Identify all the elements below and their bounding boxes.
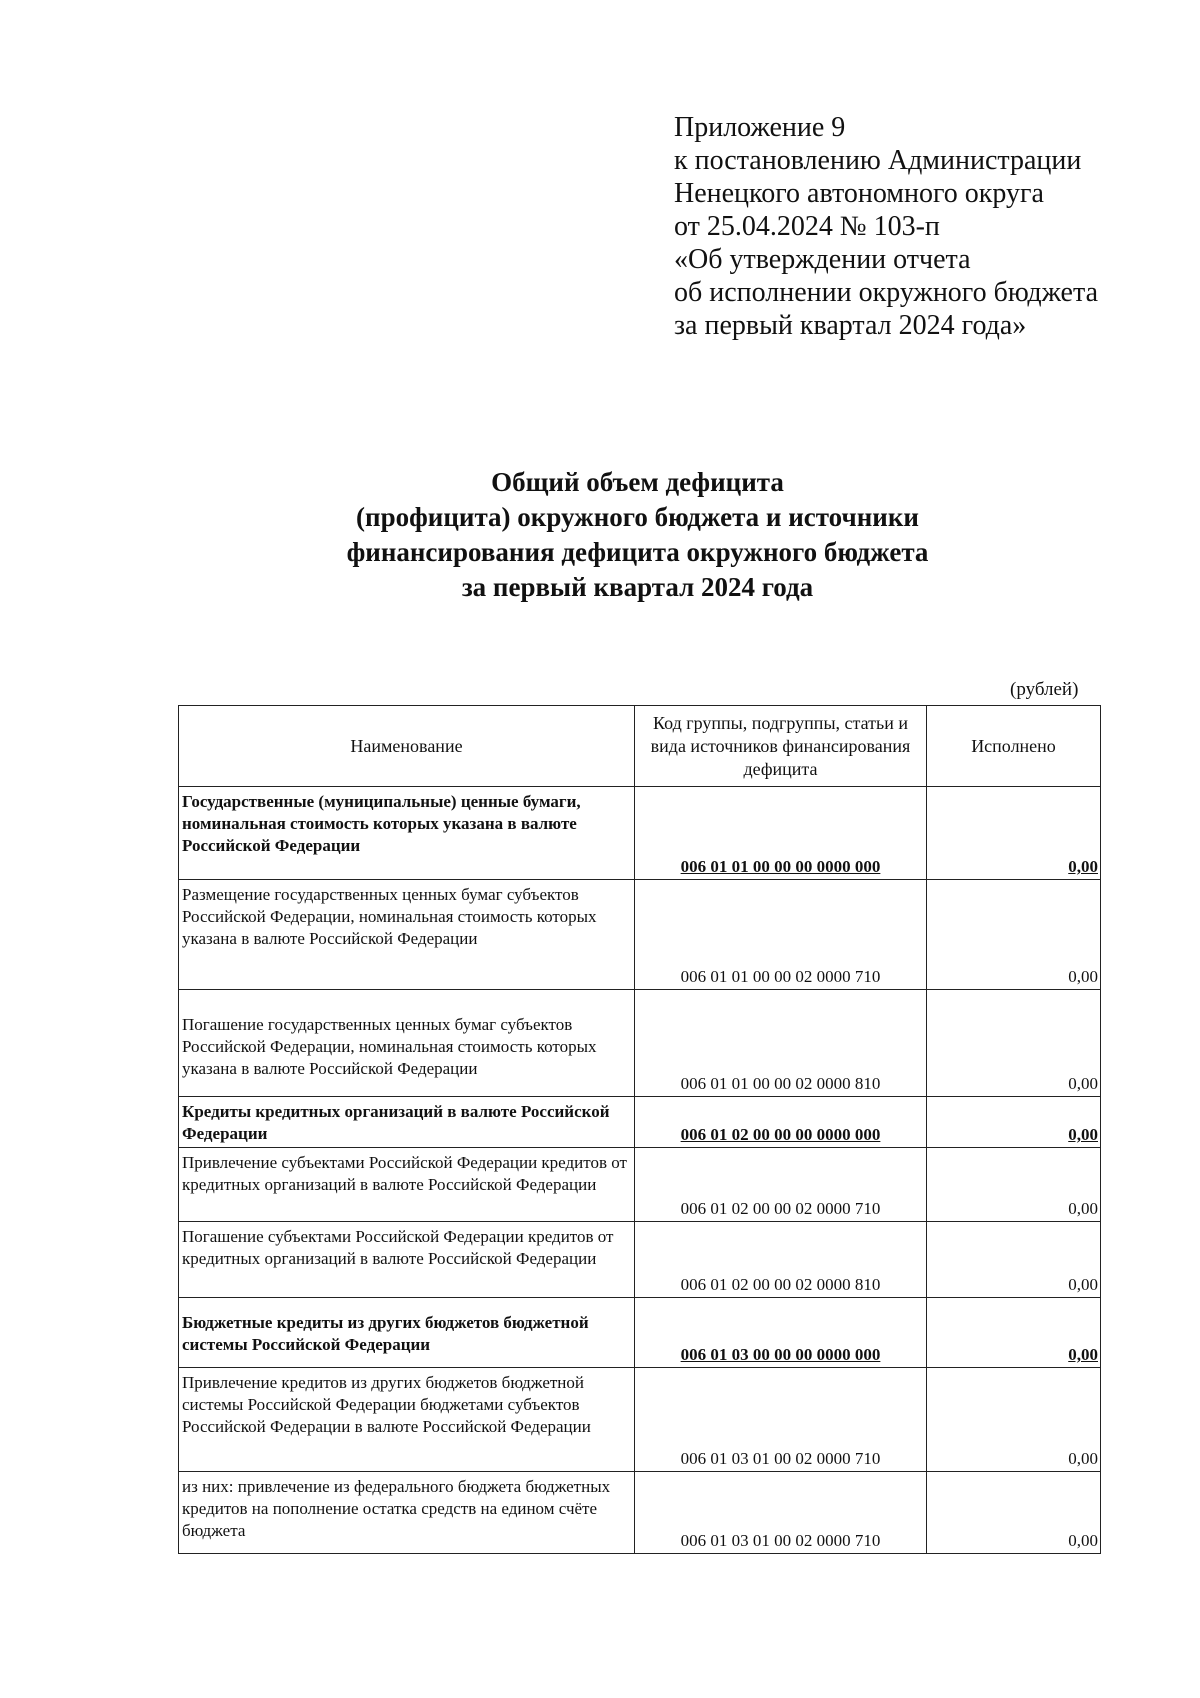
table-row bbox=[179, 990, 1101, 1097]
appendix-line: об исполнении окружного бюджета bbox=[674, 277, 1098, 308]
document-title bbox=[0, 465, 1200, 605]
table-row bbox=[179, 1097, 1101, 1148]
row-name: Бюджетные кредиты из других бюджетов бюджетной системы Российской Федерации bbox=[179, 1298, 635, 1368]
title-line: за первый квартал 2024 года bbox=[461, 572, 814, 602]
header-name: Наименование bbox=[179, 706, 635, 787]
row-code: 006 01 03 01 00 02 0000 710 bbox=[635, 1472, 927, 1554]
row-executed: 0,00 bbox=[927, 1148, 1101, 1222]
row-name: Погашение государственных ценных бумаг субъектов Российской Федерации, номинальная стоимость которых указана в валюте Российской Федерации bbox=[179, 990, 635, 1097]
table-row bbox=[179, 1472, 1101, 1554]
appendix-line: Приложение 9 bbox=[674, 112, 846, 143]
row-executed: 0,00 bbox=[927, 990, 1101, 1097]
title-line: финансирования дефицита окружного бюджета bbox=[346, 537, 929, 567]
table-row bbox=[179, 1148, 1101, 1222]
row-code: 006 01 02 00 00 02 0000 710 bbox=[635, 1148, 927, 1222]
row-executed: 0,00 bbox=[927, 1368, 1101, 1472]
row-code: 006 01 01 00 00 02 0000 810 bbox=[635, 990, 927, 1097]
appendix-line: Ненецкого автономного округа bbox=[674, 178, 1044, 209]
table-row bbox=[179, 880, 1101, 990]
row-executed: 0,00 bbox=[927, 787, 1101, 880]
title-line: (профицита) окружного бюджета и источники bbox=[356, 502, 919, 532]
row-name: Погашение субъектами Российской Федерации кредитов от кредитных организаций в валюте Российской Федерации bbox=[179, 1222, 635, 1298]
row-executed: 0,00 bbox=[927, 1097, 1101, 1148]
appendix-line: от 25.04.2024 № 103-п bbox=[674, 211, 940, 242]
row-code: 006 01 01 00 00 02 0000 710 bbox=[635, 880, 927, 990]
row-code: 006 01 03 00 00 00 0000 000 bbox=[635, 1298, 927, 1368]
title-line: Общий объем дефицита bbox=[491, 467, 784, 497]
table-header-row bbox=[179, 706, 1101, 787]
row-code: 006 01 02 00 00 02 0000 810 bbox=[635, 1222, 927, 1298]
row-code: 006 01 02 00 00 00 0000 000 bbox=[635, 1097, 927, 1148]
row-executed: 0,00 bbox=[927, 1298, 1101, 1368]
header-executed: Исполнено bbox=[927, 706, 1101, 787]
table-row bbox=[179, 1222, 1101, 1298]
appendix-block bbox=[674, 111, 1200, 342]
row-name: Государственные (муниципальные) ценные бумаги, номинальная стоимость которых указана в валюте Российской Федерации bbox=[179, 787, 635, 880]
table-row bbox=[179, 787, 1101, 880]
table-row bbox=[179, 1368, 1101, 1472]
row-executed: 0,00 bbox=[927, 1222, 1101, 1298]
row-executed: 0,00 bbox=[927, 880, 1101, 990]
appendix-line: «Об утверждении отчета bbox=[674, 244, 971, 275]
financing-sources-table bbox=[178, 705, 1101, 1554]
row-name: Привлечение кредитов из других бюджетов бюджетной системы Российской Федерации бюджетами субъектов Российской Федерации в валюте Российской Федерации bbox=[179, 1368, 635, 1472]
header-code: Код группы, подгруппы, статьи и вида источников финансирования дефицита bbox=[635, 706, 927, 787]
row-name: Размещение государственных ценных бумаг субъектов Российской Федерации, номинальная стоимость которых указана в валюте Российской Федерации bbox=[179, 880, 635, 990]
appendix-line: к постановлению Администрации bbox=[674, 145, 1082, 176]
units-label: (рублей) bbox=[1010, 679, 1079, 700]
row-name: Привлечение субъектами Российской Федерации кредитов от кредитных организаций в валюте Российской Федерации bbox=[179, 1148, 635, 1222]
row-executed: 0,00 bbox=[927, 1472, 1101, 1554]
row-code: 006 01 01 00 00 00 0000 000 bbox=[635, 787, 927, 880]
row-code: 006 01 03 01 00 02 0000 710 bbox=[635, 1368, 927, 1472]
table-row bbox=[179, 1298, 1101, 1368]
row-name: из них: привлечение из федерального бюджета бюджетных кредитов на пополнение остатка средств на едином счёте бюджета bbox=[179, 1472, 635, 1554]
row-name: Кредиты кредитных организаций в валюте Российской Федерации bbox=[179, 1097, 635, 1148]
appendix-line: за первый квартал 2024 года» bbox=[674, 310, 1027, 341]
